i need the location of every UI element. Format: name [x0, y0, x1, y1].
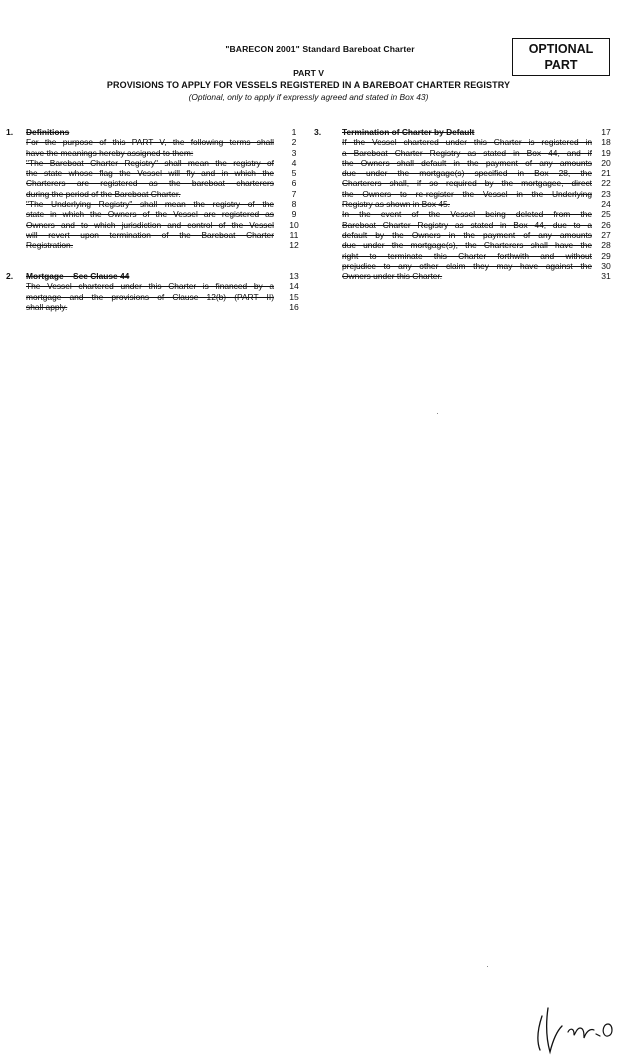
clause-text: mortgage and the provisions of Clause 12(b) (PART II)	[26, 291, 274, 302]
clause-line	[310, 251, 617, 261]
line-number: 6	[291, 178, 297, 189]
line-number: 5	[291, 168, 297, 179]
clause-text: Owners under this Charter.	[342, 271, 443, 282]
clause-line	[310, 148, 617, 158]
line-number: 25	[601, 209, 611, 220]
line-number: 20	[601, 157, 611, 168]
clause-text: due under the mortgage(s), the Charterers shall have the	[342, 240, 592, 251]
clause-termination	[310, 127, 617, 281]
clause-line	[0, 137, 310, 147]
right-column	[310, 127, 617, 281]
line-number: 11	[289, 229, 299, 240]
line-number: 9	[291, 209, 297, 220]
line-number: 8	[291, 199, 297, 210]
clause-text: prejudice to any other claim they may have against the	[342, 260, 592, 271]
clause-line	[0, 230, 310, 240]
clause-line	[0, 148, 310, 158]
clause-line	[0, 292, 310, 302]
clause-text: Registration.	[26, 240, 74, 251]
line-number: 22	[601, 178, 611, 189]
clause-text: the state whose flag the Vessel will fly and in which the	[26, 168, 274, 179]
line-number: 27	[601, 229, 611, 240]
clause-line	[0, 209, 310, 219]
part-number: PART V	[293, 68, 324, 78]
clause-text: the Owners to re-register the Vessel in the Underlying	[342, 188, 592, 199]
clause-text: state in which the Owners of the Vessel are registered as	[26, 209, 274, 220]
line-number: 13	[289, 271, 299, 282]
clause-text: the Owners shall default in the payment of any amounts	[342, 157, 592, 168]
clause-line	[310, 199, 617, 209]
clause-line	[310, 127, 617, 137]
line-number: 26	[601, 219, 611, 230]
line-number: 24	[601, 199, 611, 210]
clause-heading: Termination of Charter by Default	[342, 127, 475, 137]
clause-text: shall apply.	[26, 302, 68, 313]
clause-text: For the purpose of this PART V, the following terms shall	[26, 137, 274, 148]
clause-text: due under the mortgage(s) specified in Box 28, the	[342, 168, 592, 179]
line-number: 29	[601, 250, 611, 261]
line-number: 4	[291, 157, 297, 168]
line-number: 18	[601, 137, 611, 148]
clause-text: have the meanings hereby assigned to them:	[26, 147, 194, 158]
clause-text: will revert upon termination of the Bareboat Charter	[26, 229, 274, 240]
clause-line	[310, 189, 617, 199]
clause-text: "The Underlying Registry" shall mean the registry of the	[26, 199, 274, 210]
line-number: 7	[291, 188, 297, 199]
clause-text: default by the Owners in the payment of any amounts	[342, 229, 592, 240]
clause-number: 2.	[6, 271, 14, 282]
clause-text: Registry as shown in Box 45.	[342, 199, 450, 210]
clause-line	[310, 230, 617, 240]
clause-line	[0, 271, 310, 281]
clause-line	[0, 302, 310, 312]
clause-heading: Definitions	[26, 127, 70, 137]
left-column	[0, 127, 310, 312]
clause-text: a Bareboat Charter Registry as stated in Box 44, and if	[342, 147, 592, 158]
line-number: 15	[289, 291, 299, 302]
clause-text: right to terminate this Charter forthwith and without	[342, 250, 592, 261]
clause-mortgage	[0, 271, 310, 312]
line-number: 14	[289, 281, 299, 292]
part-subtitle: (Optional, only to apply if expressly agreed and stated in Box 43)	[188, 92, 429, 102]
clause-text: Charterers are registered as the bareboat charterers	[26, 178, 274, 189]
clause-line	[0, 281, 310, 291]
scan-speck	[437, 413, 438, 414]
line-number: 3	[291, 147, 297, 158]
clause-text: Owners and to which jurisdiction and control of the Vessel	[26, 219, 274, 230]
clause-line	[310, 209, 617, 219]
clause-line	[310, 178, 617, 188]
clause-number: 1.	[6, 127, 14, 137]
clause-line	[310, 168, 617, 178]
scan-speck	[487, 966, 488, 967]
optional-label: OPTIONAL	[528, 42, 594, 56]
clause-line	[310, 271, 617, 281]
clause-line	[0, 240, 310, 250]
line-number: 2	[291, 137, 297, 148]
line-number: 23	[601, 188, 611, 199]
document-title: "BARECON 2001" Standard Bareboat Charter	[225, 44, 415, 54]
clause-text: Charterers shall, if so required by the mortgagee, direct	[342, 178, 592, 189]
line-number: 21	[601, 168, 611, 179]
line-number: 10	[289, 219, 299, 230]
line-number: 17	[601, 127, 611, 137]
clause-line	[0, 220, 310, 230]
clause-heading: Mortgage – See Clause 44	[26, 271, 130, 282]
line-number: 1	[291, 127, 297, 137]
part-title: PROVISIONS TO APPLY FOR VESSELS REGISTERED IN A BAREBOAT CHARTER REGISTRY	[106, 80, 511, 90]
clause-line	[0, 158, 310, 168]
clause-line	[0, 178, 310, 188]
clause-line	[310, 220, 617, 230]
clause-text: during the period of the Bareboat Charter.	[26, 188, 181, 199]
part-label: PART	[544, 58, 578, 72]
clause-line	[310, 158, 617, 168]
clause-text: Bareboat Charter Registry as stated in Box 44, due to a	[342, 219, 592, 230]
clause-line	[0, 199, 310, 209]
clause-definitions	[0, 127, 310, 251]
clause-line	[0, 189, 310, 199]
line-number: 12	[289, 240, 299, 251]
clause-line	[310, 240, 617, 250]
clause-line	[0, 127, 310, 137]
line-number: 19	[601, 147, 611, 158]
clause-line	[0, 168, 310, 178]
clause-text: "The Bareboat Charter Registry" shall mean the registry of	[26, 157, 274, 168]
line-number: 16	[289, 302, 299, 313]
handwritten-initials-signature	[528, 998, 617, 1056]
line-number: 30	[601, 260, 611, 271]
line-number: 28	[601, 240, 611, 251]
clause-text: The Vessel chartered under this Charter is financed by a	[26, 281, 274, 292]
clause-text: If the Vessel chartered under this Charter is registered in	[342, 137, 592, 148]
clause-line	[310, 137, 617, 147]
clause-text: In the event of the Vessel being deleted from the	[342, 209, 592, 220]
clause-line	[310, 261, 617, 271]
clause-number: 3.	[314, 127, 322, 137]
line-number: 31	[601, 271, 611, 282]
